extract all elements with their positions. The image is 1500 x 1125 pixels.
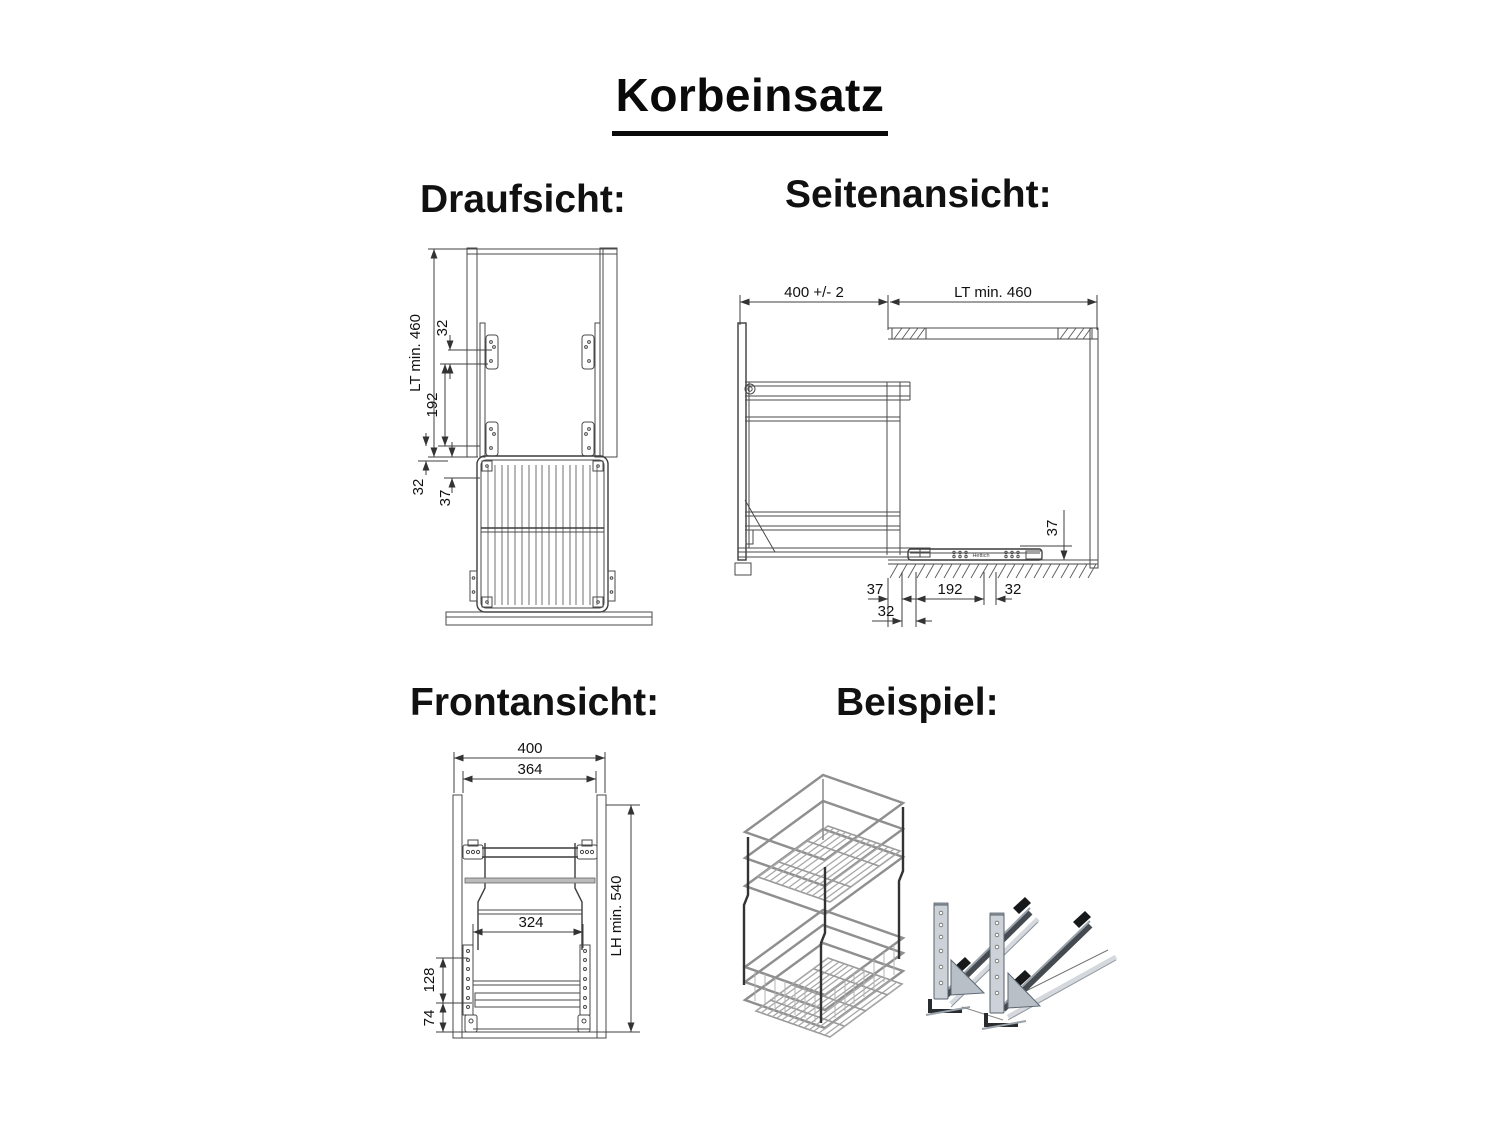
draufsicht-drawing [390, 235, 690, 655]
draufsicht-dimensions [407, 249, 492, 506]
basket-side-view [738, 382, 930, 557]
rail-brand-label: Hettich [972, 553, 990, 559]
dim-label-37: 37 [866, 581, 884, 598]
dim-label-364: 364 [517, 761, 543, 778]
wire-basket-3d [744, 775, 903, 1037]
base-plate [446, 612, 652, 625]
basket-front-view [463, 840, 597, 1032]
dim-label-32-right: 32 [1004, 581, 1022, 598]
dim-label-lt-min-460: LT min. 460 [954, 284, 1032, 301]
beispiel-illustration [718, 745, 1200, 1090]
dim-label-32-bottom: 32 [410, 478, 427, 496]
pullout-slides-3d [926, 897, 1116, 1029]
frontansicht-left-dimensions [421, 958, 472, 1032]
dim-label-32-lower: 32 [877, 603, 895, 620]
seitenansicht-bottom-dimensions [867, 572, 1022, 627]
page-title: Korbeinsatz [0, 68, 1500, 136]
heading-top-view: Draufsicht: [420, 178, 626, 221]
frontansicht-width-dimensions [454, 740, 605, 793]
dim-324 [473, 914, 583, 948]
mounting-bracket [582, 335, 594, 369]
mounting-bracket [582, 422, 594, 456]
dim-label-32-top: 32 [434, 319, 451, 337]
frontansicht-drawing [410, 738, 690, 1068]
dim-label-lt-min-460: LT min. 460 [407, 314, 424, 392]
dim-label-192: 192 [937, 581, 963, 598]
cabinet-side-view [888, 328, 1098, 578]
dim-label-128: 128 [421, 967, 438, 993]
basket-top-view [446, 456, 652, 625]
dim-label-192: 192 [424, 392, 441, 418]
seitenansicht-top-dimensions [740, 284, 1097, 330]
dim-label-37-vertical: 37 [1044, 519, 1061, 537]
dim-label-lh-min-540: LH min. 540 [608, 875, 625, 957]
heading-example: Beispiel: [836, 681, 999, 724]
heading-side-view: Seitenansicht: [785, 173, 1052, 216]
mounting-bracket-3d [990, 915, 1004, 1013]
cabinet-rail-side-view [908, 549, 1042, 560]
slide-front [982, 911, 1116, 1029]
dim-label-400-pm2: 400 +/- 2 [784, 284, 844, 301]
seitenansicht-drawing [720, 285, 1120, 630]
mounting-bracket [486, 422, 498, 456]
runner-rails-top-view [480, 323, 600, 457]
dim-label-37: 37 [437, 489, 454, 507]
heading-front-view: Frontansicht: [410, 681, 660, 724]
dim-lh-min-540 [606, 805, 640, 1032]
dim-label-74: 74 [421, 1009, 438, 1027]
dim-label-324: 324 [518, 914, 544, 931]
dim-label-400: 400 [517, 740, 543, 757]
